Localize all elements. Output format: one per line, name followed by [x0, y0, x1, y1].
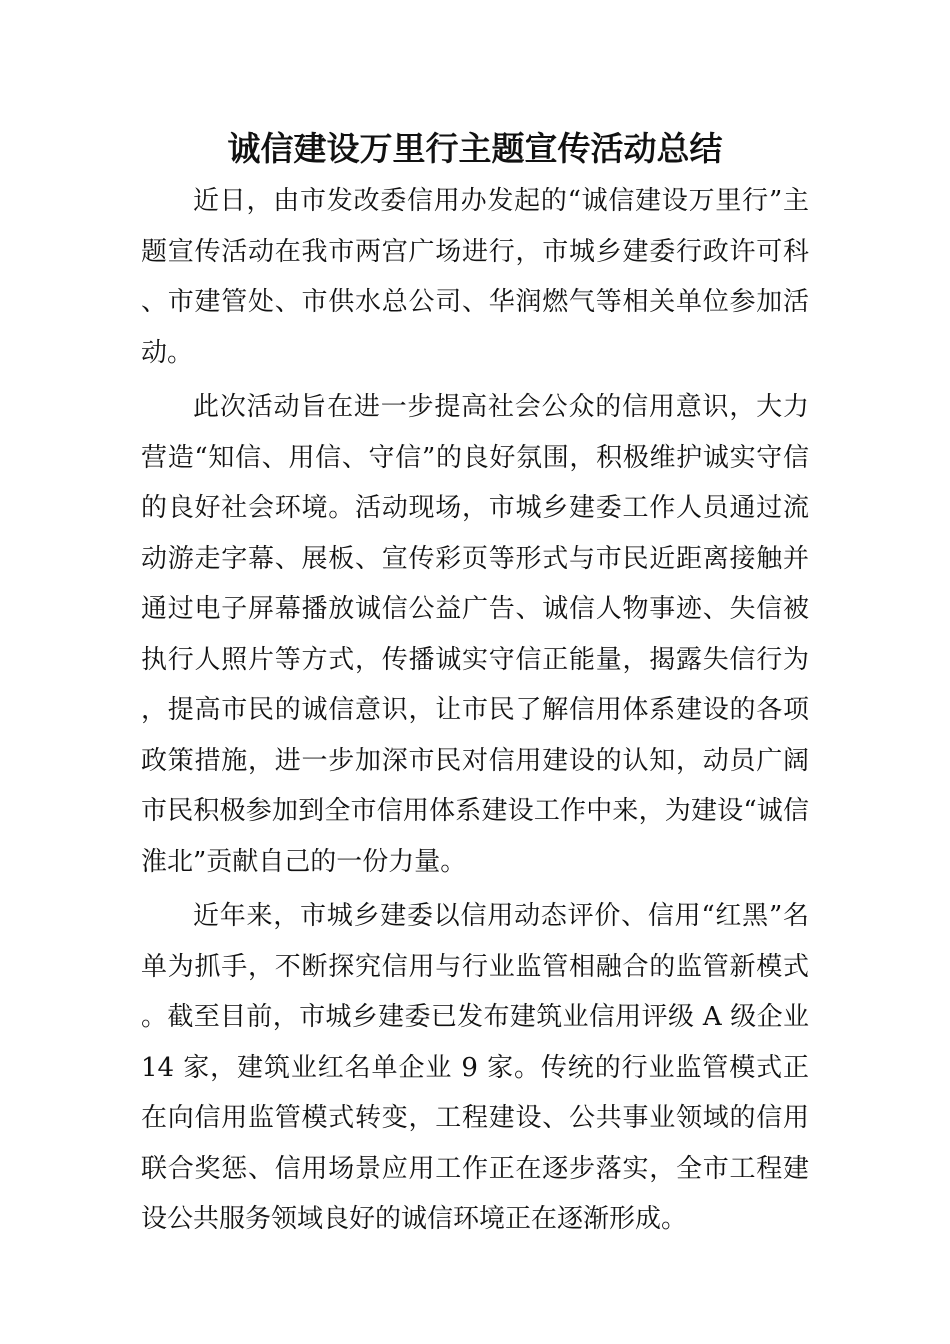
paragraph-activity-purpose: 此次活动旨在进一步提高社会公众的信用意识，大力营造“知信、用信、守信”的良好氛围，积极维护诚实守信的良好社会环境。活动现场，市城乡建委工作人员通过流动游走字幕、展板、宣传彩页等形式与市民近距离接触并通过电子屏幕播放诚信公益广告、诚信人物事迹、失信被执行人照片等方式，传播诚实守信正能量，揭露失信行为，提高市民的诚信意识，让市民了解信用体系建设的各项政策措施，进一步加深市民对信用建设的认知，动员广阔市民积极参加到全市信用体系建设工作中来，为建设“诚信淮北”贡献自己的一份力量。: [141, 392, 809, 877]
document-body: [141, 176, 809, 1249]
document-title: 诚信建设万里行主题宣传活动总结: [227, 129, 723, 168]
paragraph-activity-intro: 近日，由市发改委信用办发起的“诚信建设万里行”主题宣传活动在我市两宫广场进行，市城乡建委行政许可科、市建管处、市供水总公司、华润燃气等相关单位参加活动。: [141, 186, 809, 368]
paragraph-recent-progress: 近年来，市城乡建委以信用动态评价、信用“红黑”名单为抓手，不断探究信用与行业监管相融合的监管新模式。截至目前，市城乡建委已发布建筑业信用评级 A 级企业 14 家，建筑业红名单企业 9 家。传统的行业监管模式正在向信用监管模式转变，工程建设、公共事业领域的信用联合奖惩、信用场景应用工作正在逐步落实，全市工程建设公共服务领域良好的诚信环境正在逐渐形成。: [141, 901, 809, 1234]
